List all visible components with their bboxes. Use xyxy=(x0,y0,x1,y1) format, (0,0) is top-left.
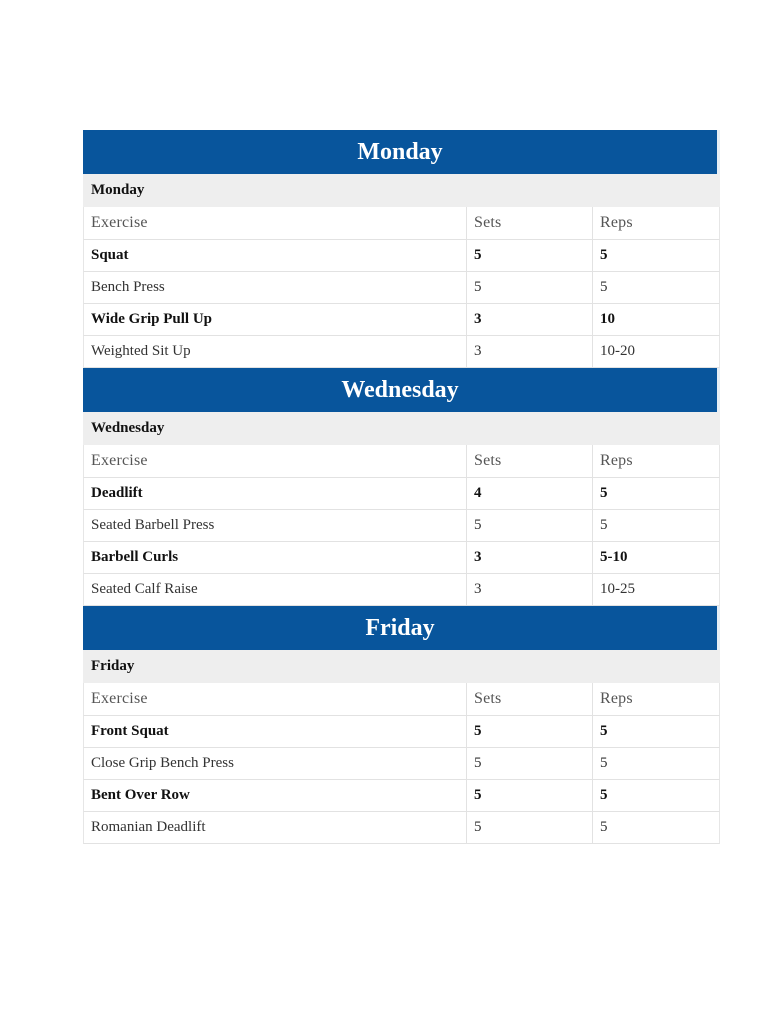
day-subtitle: Friday xyxy=(83,650,720,683)
exercise-row xyxy=(83,542,720,574)
exercise-row xyxy=(83,304,720,336)
exercise-row xyxy=(83,574,720,606)
column-header-row xyxy=(83,683,720,716)
exercise-name: Front Squat xyxy=(84,716,467,747)
workout-schedule xyxy=(83,130,720,844)
reps-value: 5 xyxy=(600,723,608,739)
sets-value: 3 xyxy=(467,542,593,573)
column-header-reps: Reps xyxy=(600,690,633,707)
exercise-row xyxy=(83,510,720,542)
column-header-sets: Sets xyxy=(467,207,593,239)
day-title: Friday xyxy=(83,606,720,650)
exercise-row xyxy=(83,748,720,780)
day-table xyxy=(83,606,720,844)
reps-value: 10-25 xyxy=(600,581,635,597)
exercise-name: Weighted Sit Up xyxy=(84,336,467,367)
sets-value: 5 xyxy=(467,240,593,271)
sets-value: 5 xyxy=(467,272,593,303)
day-subtitle: Monday xyxy=(83,174,720,207)
exercise-name: Close Grip Bench Press xyxy=(84,748,467,779)
sets-value: 5 xyxy=(467,812,593,843)
sets-value: 3 xyxy=(467,336,593,367)
exercise-row xyxy=(83,272,720,304)
exercise-name: Seated Calf Raise xyxy=(84,574,467,605)
day-table xyxy=(83,130,720,368)
exercise-row xyxy=(83,240,720,272)
exercise-name: Romanian Deadlift xyxy=(84,812,467,843)
sets-value: 5 xyxy=(467,716,593,747)
exercise-name: Wide Grip Pull Up xyxy=(84,304,467,335)
reps-value: 5 xyxy=(600,247,608,263)
exercise-name: Barbell Curls xyxy=(84,542,467,573)
column-header-reps: Reps xyxy=(600,452,633,469)
reps-value: 10 xyxy=(600,311,615,327)
exercise-row xyxy=(83,780,720,812)
exercise-name: Bench Press xyxy=(84,272,467,303)
exercise-row xyxy=(83,336,720,368)
reps-value: 5 xyxy=(600,517,608,533)
exercise-name: Seated Barbell Press xyxy=(84,510,467,541)
exercise-row xyxy=(83,812,720,844)
reps-value: 10-20 xyxy=(600,343,635,359)
day-title: Monday xyxy=(83,130,720,174)
exercise-row xyxy=(83,478,720,510)
sets-value: 5 xyxy=(467,780,593,811)
sets-value: 5 xyxy=(467,748,593,779)
column-header-reps: Reps xyxy=(600,214,633,231)
column-header-sets: Sets xyxy=(467,683,593,715)
exercise-name: Squat xyxy=(84,240,467,271)
reps-value: 5 xyxy=(600,787,608,803)
sets-value: 3 xyxy=(467,574,593,605)
exercise-name: Bent Over Row xyxy=(84,780,467,811)
reps-value: 5 xyxy=(600,755,608,771)
column-header-exercise: Exercise xyxy=(84,445,467,477)
reps-value: 5 xyxy=(600,279,608,295)
column-header-exercise: Exercise xyxy=(84,207,467,239)
reps-value: 5 xyxy=(600,485,608,501)
sets-value: 5 xyxy=(467,510,593,541)
column-header-row xyxy=(83,445,720,478)
exercise-row xyxy=(83,716,720,748)
sets-value: 3 xyxy=(467,304,593,335)
reps-value: 5-10 xyxy=(600,549,628,565)
day-title: Wednesday xyxy=(83,368,720,412)
sets-value: 4 xyxy=(467,478,593,509)
day-table xyxy=(83,368,720,606)
reps-value: 5 xyxy=(600,819,608,835)
column-header-exercise: Exercise xyxy=(84,683,467,715)
column-header-row xyxy=(83,207,720,240)
day-subtitle: Wednesday xyxy=(83,412,720,445)
exercise-name: Deadlift xyxy=(84,478,467,509)
column-header-sets: Sets xyxy=(467,445,593,477)
